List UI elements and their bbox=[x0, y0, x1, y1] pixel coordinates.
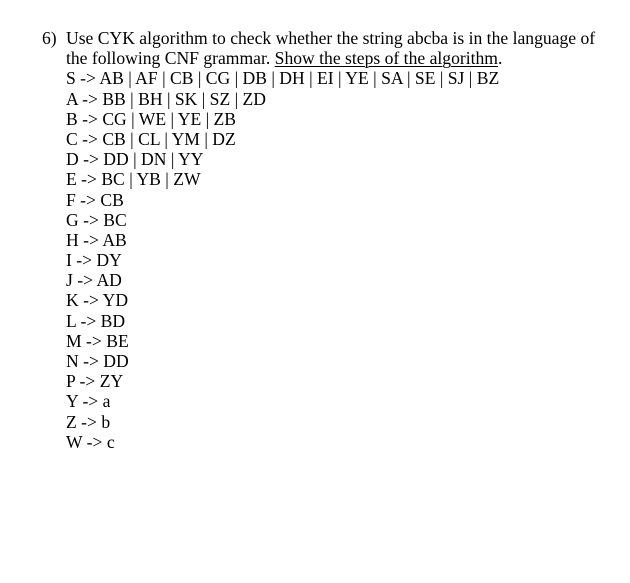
show-steps-instruction: Show the steps of the algorithm bbox=[274, 48, 498, 69]
grammar-rule-g: G -> BC bbox=[66, 209, 127, 230]
grammar-rules-list bbox=[42, 68, 612, 452]
grammar-rule-f: F -> CB bbox=[66, 189, 124, 210]
grammar-rule-l: L -> BD bbox=[66, 310, 126, 331]
grammar-rule-n: N -> DD bbox=[66, 351, 129, 372]
grammar-rule-k: K -> YD bbox=[66, 290, 129, 311]
question-first-line bbox=[42, 28, 612, 48]
question-block bbox=[42, 28, 612, 452]
grammar-rule-m: M -> BE bbox=[66, 330, 129, 351]
grammar-rule-e: E -> BC | YB | ZW bbox=[66, 169, 201, 190]
grammar-rule-h: H -> AB bbox=[66, 229, 127, 250]
grammar-rule-c: C -> CB | CL | YM | DZ bbox=[66, 128, 236, 149]
grammar-rule-p: P -> ZY bbox=[66, 371, 124, 392]
grammar-rule-w: W -> c bbox=[66, 431, 115, 452]
grammar-rule-i: I -> DY bbox=[66, 250, 122, 271]
question-text-line-1: Use CYK algorithm to check whether the string abcba is in the language of bbox=[66, 28, 596, 48]
grammar-rule-b: B -> CG | WE | YE | ZB bbox=[66, 108, 237, 129]
grammar-rule-z: Z -> b bbox=[66, 411, 111, 432]
question-text-plain: the following CNF grammar. bbox=[66, 48, 275, 69]
question-text-period: . bbox=[498, 48, 503, 69]
grammar-rule-j: J -> AD bbox=[66, 270, 122, 291]
question-text-line-2 bbox=[42, 48, 612, 68]
grammar-rule-d: D -> DD | DN | YY bbox=[66, 149, 204, 170]
grammar-rule-a: A -> BB | BH | SK | SZ | ZD bbox=[66, 88, 266, 109]
grammar-rule-s: S -> AB | AF | CB | CG | DB | DH | EI | YE | SA | SE | SJ | BZ bbox=[66, 68, 500, 89]
grammar-rule-y: Y -> a bbox=[66, 391, 111, 412]
question-number: 6) bbox=[42, 28, 57, 48]
